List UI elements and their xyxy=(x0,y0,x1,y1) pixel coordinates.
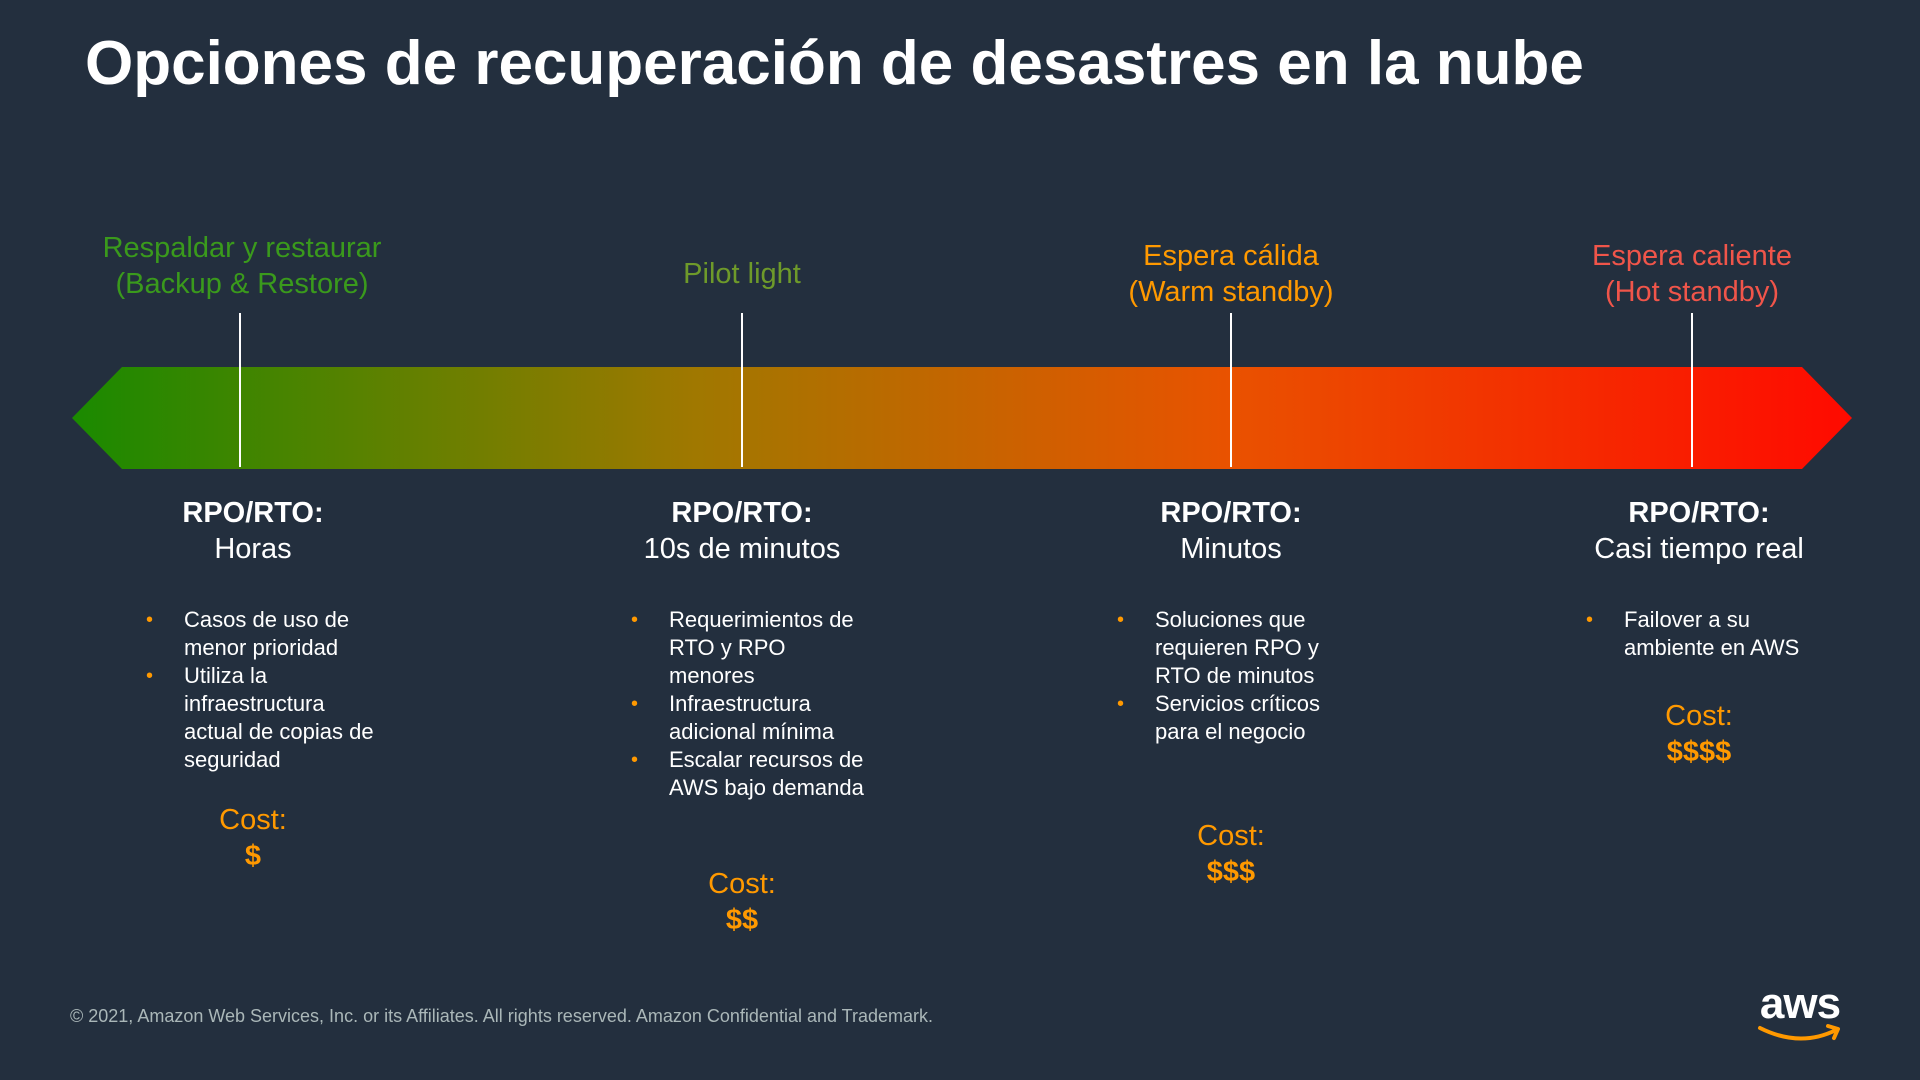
option-label-warm-standby xyxy=(1061,238,1401,310)
bullet-dot-icon: • xyxy=(1117,609,1125,631)
tick-backup-restore xyxy=(239,313,241,467)
aws-logo xyxy=(1754,979,1846,1048)
bullet-list-pilot-light xyxy=(631,606,871,802)
cost-pilot-light xyxy=(592,866,892,938)
column-hot-standby xyxy=(1499,495,1899,567)
option-label-line1: Espera cálida xyxy=(1143,240,1319,272)
rpo-rto-value: 10s de minutos xyxy=(643,533,841,565)
cost-label: Cost: xyxy=(1665,700,1733,732)
bullet-dot-icon: • xyxy=(1586,609,1594,631)
list-item: • Infraestructura adicional mínima xyxy=(631,691,835,744)
column-pilot-light xyxy=(542,495,942,567)
option-label-line2: (Backup & Restore) xyxy=(115,268,369,300)
list-item: • Casos de uso de menor prioridad xyxy=(146,607,350,660)
option-label-backup-restore xyxy=(72,230,412,302)
list-item: • Soluciones que requieren RPO y RTO de minutos xyxy=(1117,607,1319,688)
cost-label: Cost: xyxy=(1197,820,1265,852)
cost-label: Cost: xyxy=(219,804,287,836)
list-item: • Failover a su ambiente en AWS xyxy=(1586,607,1800,660)
rpo-rto-heading: RPO/RTO: xyxy=(671,497,813,529)
bullet-dot-icon: • xyxy=(631,693,639,715)
bullet-dot-icon: • xyxy=(146,665,154,687)
rpo-rto-gradient-arrow xyxy=(72,367,1852,469)
rpo-rto-value: Minutos xyxy=(1180,533,1282,565)
tick-warm-standby xyxy=(1230,313,1232,467)
rpo-rto-value: Casi tiempo real xyxy=(1594,533,1804,565)
option-label-pilot-light xyxy=(572,256,912,292)
cost-value: $$$ xyxy=(1206,856,1256,888)
cost-warm-standby xyxy=(1081,818,1381,890)
rpo-rto-heading: RPO/RTO: xyxy=(1628,497,1770,529)
bullet-dot-icon: • xyxy=(631,609,639,631)
bullet-dot-icon: • xyxy=(1117,693,1125,715)
slide-title: Opciones de recuperación de desastres en la nube xyxy=(85,29,1584,98)
gradient-arrow-shape xyxy=(72,367,1852,469)
cost-value: $$ xyxy=(725,904,759,936)
rpo-rto-value: Horas xyxy=(214,533,292,565)
cost-hot-standby xyxy=(1549,698,1849,770)
aws-logo-text: aws xyxy=(1759,979,1841,1028)
cost-label: Cost: xyxy=(708,868,776,900)
aws-smile-icon xyxy=(1754,979,1846,1048)
bullet-list-warm-standby xyxy=(1117,606,1357,746)
tick-hot-standby xyxy=(1691,313,1693,467)
bullet-dot-icon: • xyxy=(631,749,639,771)
option-label-line2: (Hot standby) xyxy=(1604,276,1780,308)
option-label-line1: Respaldar y restaurar xyxy=(102,232,382,264)
cost-backup-restore xyxy=(103,802,403,874)
list-item: • Utiliza la infraestructura actual de copias de seguridad xyxy=(146,663,374,772)
bullet-list-backup-restore xyxy=(146,606,386,774)
column-backup-restore xyxy=(53,495,453,567)
option-label-line1: Espera caliente xyxy=(1592,240,1792,272)
bullet-list-hot-standby xyxy=(1586,606,1826,662)
option-label-line1: Pilot light xyxy=(683,258,801,290)
column-warm-standby xyxy=(1031,495,1431,567)
cost-value: $$$$ xyxy=(1666,736,1732,768)
list-item: • Servicios críticos para el negocio xyxy=(1117,691,1321,744)
bullet-dot-icon: • xyxy=(146,609,154,631)
tick-pilot-light xyxy=(741,313,743,467)
option-label-hot-standby xyxy=(1522,238,1862,310)
cost-value: $ xyxy=(244,840,262,872)
rpo-rto-heading: RPO/RTO: xyxy=(182,497,324,529)
rpo-rto-heading: RPO/RTO: xyxy=(1160,497,1302,529)
list-item: • Escalar recursos de AWS bajo demanda xyxy=(631,747,864,800)
copyright-footer: © 2021, Amazon Web Services, Inc. or its Affiliates. All rights reserved. Amazon Confidential and Trademark. xyxy=(70,1006,934,1026)
list-item: • Requerimientos de RTO y RPO menores xyxy=(631,607,854,688)
option-label-line2: (Warm standby) xyxy=(1128,276,1334,308)
